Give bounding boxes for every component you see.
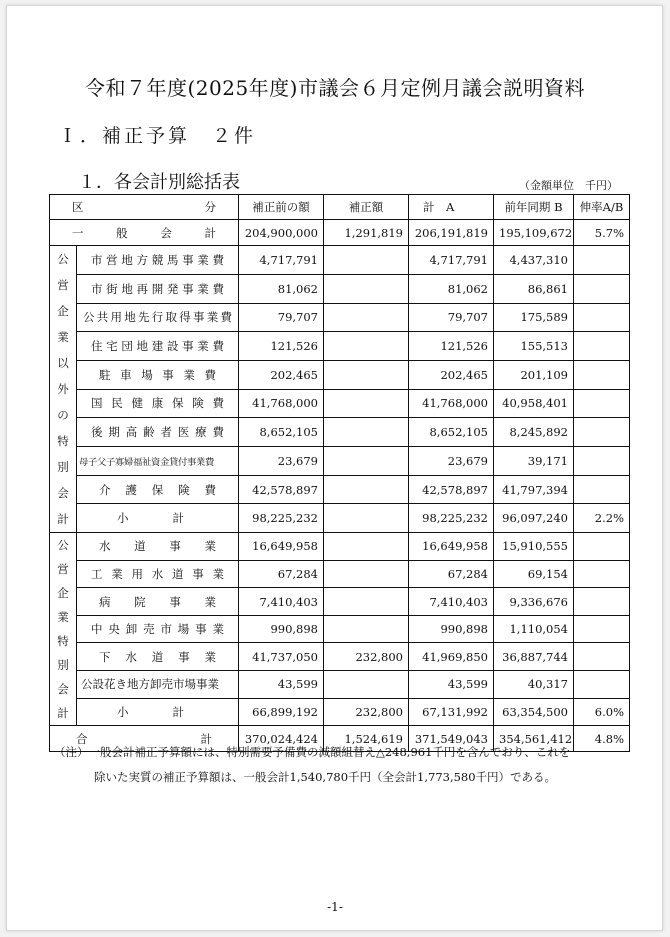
row-name: 工業用水道事業 [77,560,239,588]
document-title: 令和７年度(2025年度)市議会６月定例月議会説明資料 [84,76,585,100]
cell-rate [574,560,630,588]
cell-amount [324,447,409,476]
cell-rate [574,643,630,671]
cell-prev: 96,097,240 [494,504,574,533]
cell-prev: 40,958,401 [494,389,574,418]
cell-before: 23,679 [239,447,324,476]
subtotal-row [50,698,630,726]
cell-prev: 175,589 [494,303,574,332]
section-title: Ｉ．補正予算 ２件 [58,125,257,147]
cell-prev: 40,317 [494,671,574,699]
cell-total: 371,549,043 [409,726,494,752]
cell-amount [324,274,409,303]
cell-amount: 1,524,619 [324,726,409,752]
group-label-enterprise [50,533,77,726]
row-name: 一般会計 [50,220,239,246]
cell-prev: 354,561,412 [494,726,574,752]
row-name: 母子父子寡婦福祉資金貸付事業費 [77,447,239,476]
cell-total: 81,062 [409,274,494,303]
cell-before: 16,649,958 [239,533,324,561]
cell-prev: 41,797,394 [494,475,574,504]
cell-total: 79,707 [409,303,494,332]
cell-total: 98,225,232 [409,504,494,533]
cell-before: 8,652,105 [239,418,324,447]
cell-prev: 8,245,892 [494,418,574,447]
group-label-non-enterprise [50,246,77,533]
cell-total: 121,526 [409,332,494,361]
header-total: 計 A [409,195,494,220]
cell-before: 41,768,000 [239,389,324,418]
cell-amount [324,615,409,643]
cell-total: 8,652,105 [409,418,494,447]
cell-before: 41,737,050 [239,643,324,671]
cell-amount [324,246,409,275]
footnote-line-1: （注）一般会計補正予算額には、特別需要予備費の減額組替え△248,961千円を含んでおり、これを [54,745,571,759]
cell-amount [324,332,409,361]
budget-summary-table [49,194,630,752]
row-name: 水道事業 [77,533,239,561]
cell-rate [574,475,630,504]
cell-rate [574,588,630,616]
cell-before: 202,465 [239,360,324,389]
header-before: 補正前の額 [239,195,324,220]
cell-before: 67,284 [239,560,324,588]
table-row [50,643,630,671]
table-row [50,274,630,303]
cell-rate [574,332,630,361]
cell-before: 204,900,000 [239,220,324,246]
group-label-text: 公営企業以外の特別会計 [57,252,69,527]
cell-prev: 9,336,676 [494,588,574,616]
cell-before: 42,578,897 [239,475,324,504]
cell-amount [324,389,409,418]
cell-before: 370,024,424 [239,726,324,752]
cell-total: 990,898 [409,615,494,643]
cell-rate: 2.2% [574,504,630,533]
row-name: 公共用地先行取得事業費 [77,303,239,332]
cell-total: 67,131,992 [409,698,494,726]
row-name: 公設花き地方卸売市場事業 [77,671,239,699]
cell-rate [574,274,630,303]
cell-prev: 1,110,054 [494,615,574,643]
cell-before: 66,899,192 [239,698,324,726]
cell-rate [574,360,630,389]
group-label-text: 公営企業特別会計 [57,538,69,721]
cell-prev: 36,887,744 [494,643,574,671]
row-name: 市街地再開発事業費 [77,274,239,303]
row-name: 小計 [77,698,239,726]
row-name: 下水道事業 [77,643,239,671]
cell-total: 206,191,819 [409,220,494,246]
cell-rate [574,447,630,476]
cell-prev: 155,513 [494,332,574,361]
cell-rate: 6.0% [574,698,630,726]
cell-rate [574,246,630,275]
cell-prev: 39,171 [494,447,574,476]
cell-total: 202,465 [409,360,494,389]
cell-total: 23,679 [409,447,494,476]
cell-total: 43,599 [409,671,494,699]
table-row [50,360,630,389]
cell-amount [324,533,409,561]
cell-amount [324,360,409,389]
header-category: 区 分 [50,195,239,220]
table-row [50,246,630,275]
cell-total: 41,768,000 [409,389,494,418]
cell-before: 81,062 [239,274,324,303]
cell-before: 121,526 [239,332,324,361]
table-row [50,588,630,616]
cell-amount [324,671,409,699]
table-heading: １．各会計別総括表 [78,172,240,193]
row-name: 合計 [50,726,239,752]
footnote-line-2: 除いた実質の補正予算額は、一般会計1,540,780千円（全会計1,773,580千円）である。 [94,770,557,784]
row-name: 介護保険費 [77,475,239,504]
table-row [50,332,630,361]
cell-amount [324,560,409,588]
general-account-row [50,220,630,246]
row-name: 国民健康保険費 [77,389,239,418]
header-amount: 補正額 [324,195,409,220]
unit-note: （金額単位 千円） [519,179,618,192]
row-name: 後期高齢者医療費 [77,418,239,447]
cell-before: 43,599 [239,671,324,699]
row-name: 小計 [77,504,239,533]
page-number: -1- [327,900,343,914]
row-name: 病院事業 [77,588,239,616]
table-row [50,533,630,561]
cell-prev: 63,354,500 [494,698,574,726]
cell-prev: 4,437,310 [494,246,574,275]
table-row [50,671,630,699]
cell-before: 7,410,403 [239,588,324,616]
cell-rate [574,533,630,561]
cell-prev: 195,109,672 [494,220,574,246]
table-header-row [50,195,630,220]
cell-amount [324,588,409,616]
cell-before: 79,707 [239,303,324,332]
row-name: 住宅団地建設事業費 [77,332,239,361]
cell-rate: 5.7% [574,220,630,246]
cell-amount: 1,291,819 [324,220,409,246]
cell-rate [574,303,630,332]
row-name: 市営地方競馬事業費 [77,246,239,275]
row-name: 駐車場事業費 [77,360,239,389]
table-row [50,615,630,643]
table-row [50,389,630,418]
cell-total: 7,410,403 [409,588,494,616]
row-name: 中央卸売市場事業 [77,615,239,643]
cell-total: 16,649,958 [409,533,494,561]
cell-rate [574,615,630,643]
cell-total: 42,578,897 [409,475,494,504]
cell-prev: 69,154 [494,560,574,588]
cell-prev: 201,109 [494,360,574,389]
cell-total: 67,284 [409,560,494,588]
table-row [50,475,630,504]
cell-rate [574,418,630,447]
cell-before: 990,898 [239,615,324,643]
header-prev: 前年同期 B [494,195,574,220]
cell-amount [324,504,409,533]
cell-amount [324,418,409,447]
footnote [54,740,570,790]
table-row [50,418,630,447]
cell-total: 4,717,791 [409,246,494,275]
cell-amount: 232,800 [324,643,409,671]
cell-amount: 232,800 [324,698,409,726]
cell-prev: 15,910,555 [494,533,574,561]
cell-prev: 86,861 [494,274,574,303]
cell-total: 41,969,850 [409,643,494,671]
cell-before: 98,225,232 [239,504,324,533]
subtotal-row [50,504,630,533]
table-row [50,303,630,332]
header-rate: 伸率A/B [574,195,630,220]
table-row [50,447,630,476]
cell-rate [574,389,630,418]
cell-amount [324,303,409,332]
cell-rate: 4.8% [574,726,630,752]
table-row [50,560,630,588]
cell-amount [324,475,409,504]
cell-rate [574,671,630,699]
cell-before: 4,717,791 [239,246,324,275]
